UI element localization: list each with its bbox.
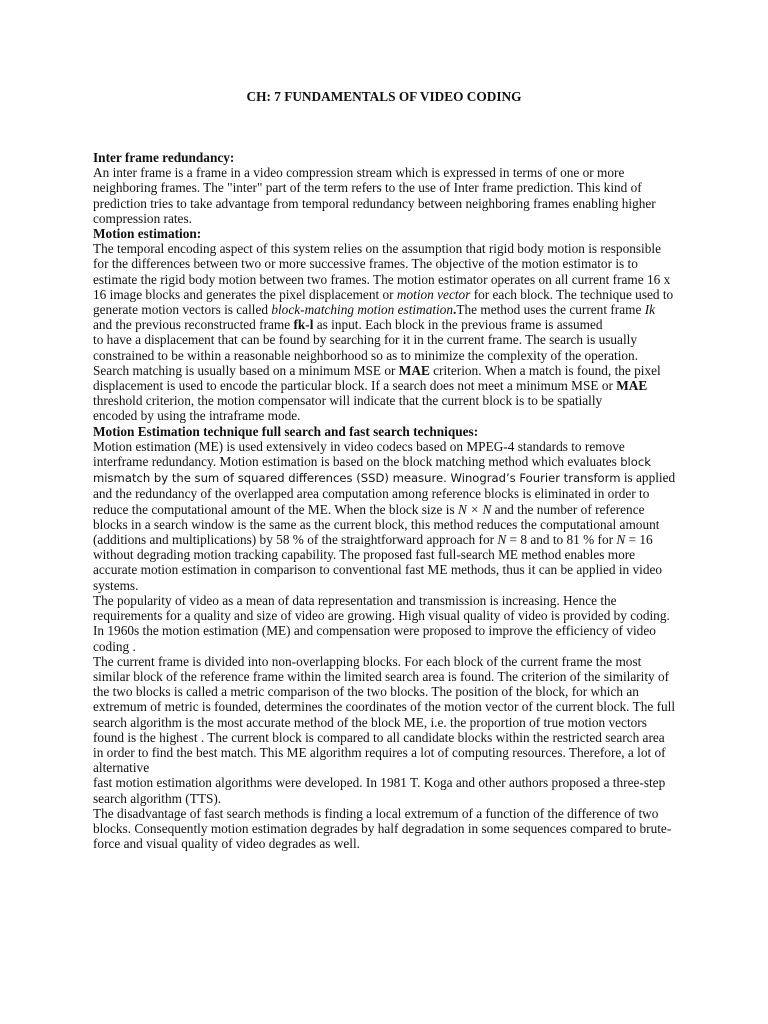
symbol-n: N	[616, 532, 626, 548]
term-motion-vector: motion vector	[396, 286, 471, 302]
symbol-n: N	[497, 532, 507, 548]
text-run: = 8 and to 81 % for	[506, 532, 617, 548]
text-run-ssd: block mismatch by the sum of squared differences (SSD) measure. Winograd’s Fourier transform	[93, 455, 651, 486]
text-run: for each block. The technique used to generate motion vectors is called	[93, 286, 674, 318]
paragraph-displacement	[93, 332, 677, 408]
page-title: CH: 7 FUNDAMENTALS OF VIDEO CODING	[246, 89, 522, 104]
paragraph-motion-estimation	[93, 241, 677, 332]
heading-inter-frame-redundancy: Inter frame redundancy:	[93, 150, 235, 165]
symbol-fk-l: fk-l	[293, 317, 314, 333]
paragraph-me-mpeg4	[93, 439, 677, 593]
text-run: threshold criterion, the motion compensator will indicate that the current block is to be spatially	[93, 393, 603, 409]
text-run: = 16 without degrading motion tracking capability. The proposed fast full-search ME method enables more accurate motion estimation in comparison to conventional fast ME methods, thus it can be applied in video systems.	[93, 532, 663, 593]
text-run: to have a displacement that can be found by searching for it in the current frame. The search is usually constrained to be within a reasonable neighborhood so as to minimize the complexity of the operation. Search matching is usually based on a minimum MSE or	[93, 332, 639, 378]
text-run: The temporal encoding aspect of this system relies on the assumption that rigid body motion is responsible for the differences between two or more successive frames. The objective of the motion estimator is to estimate the rigid body motion between two frames. The motion estimator operates on all current frame 16 x 16 image blocks and generates the pixel displacement or	[93, 241, 671, 302]
paragraph-fast-algorithms: fast motion estimation algorithms were developed. In 1981 T. Koga and other authors proposed a three-step search algorithm (TTS).	[93, 775, 666, 806]
text-run: criterion. When a match is found, the pixel displacement is used to encode the particular block. If a search does not meet a minimum MSE or	[93, 362, 661, 394]
term-block-matching: block-matching motion estimation	[271, 302, 454, 318]
heading-motion-estimation: Motion estimation:	[93, 226, 202, 242]
paragraph-inter-frame: An inter frame is a frame in a video compression stream which is expressed in terms of one or more neighboring frames. The "inter" part of the term refers to the use of Inter frame prediction. This kind of prediction tries to take advantage from temporal redundancy between neighboring frames enabling higher compression rates.	[93, 165, 656, 226]
text-run: .	[453, 302, 457, 318]
paragraph-intraframe: encoded by using the intraframe mode.	[93, 408, 301, 424]
heading-me-techniques: Motion Estimation technique full search and fast search techniques:	[93, 423, 479, 439]
text-run: and the number of reference blocks in a search window is the same as the current block, this method reduces the computational amount (additions and multiplications) by 58 % of the straightforward approach for	[93, 501, 660, 548]
text-run: as input. Each block in the previous frame is assumed	[313, 317, 603, 333]
text-run: is applied and the redundancy of the overlapped area computation among reference blocks is eliminated in order to reduce the computational amount of the ME. When the block size is	[93, 470, 676, 517]
term-mae: MAE	[616, 378, 648, 394]
paragraph-disadvantage: The disadvantage of fast search methods is finding a local extremum of a function of the difference of two blocks. Consequently motion estimation degrades by half degradation in some sequences compared to brute-force and visual quality of video degrades as well.	[93, 805, 672, 852]
paragraph-current-frame: The current frame is divided into non-overlapping blocks. For each block of the current frame the most similar block of the reference frame within the limited search area is found. The criterion of the similarity of the two blocks is called a metric comparison of the two blocks. The position of the block, for which an extremum of metric is founded, determines the coordinates of the motion vector of the current block. The full search algorithm is the most accurate method of the block ME, i.e. the proportion of true motion vectors found is the highest . The current block is compared to all candidate blocks within the restricted search area in order to find the best match. This ME algorithm requires a lot of computing resources. Therefore, a lot of alternative	[93, 653, 676, 776]
term-mae: MAE	[398, 362, 430, 378]
paragraph-video-popularity: The popularity of video as a mean of data representation and transmission is increasing. Hence the requirements for a quality and size of video are growing. High visual quality of video is provided by coding. In 1960s the motion estimation (ME) and compensation were proposed to improve the efficiency of video coding .	[93, 592, 670, 654]
symbol-n-by-n: N × N	[457, 501, 492, 517]
document-body	[93, 150, 677, 851]
text-run: and the previous reconstructed frame	[93, 317, 294, 333]
text-run: Motion estimation (ME) is used extensively in video codecs based on MPEG-4 standards to remove interframe redundancy. Motion estimation is based on the block matching method which evaluates	[93, 438, 625, 470]
text-run: The method uses the current frame	[456, 302, 645, 318]
symbol-ik: Ik	[644, 302, 656, 318]
